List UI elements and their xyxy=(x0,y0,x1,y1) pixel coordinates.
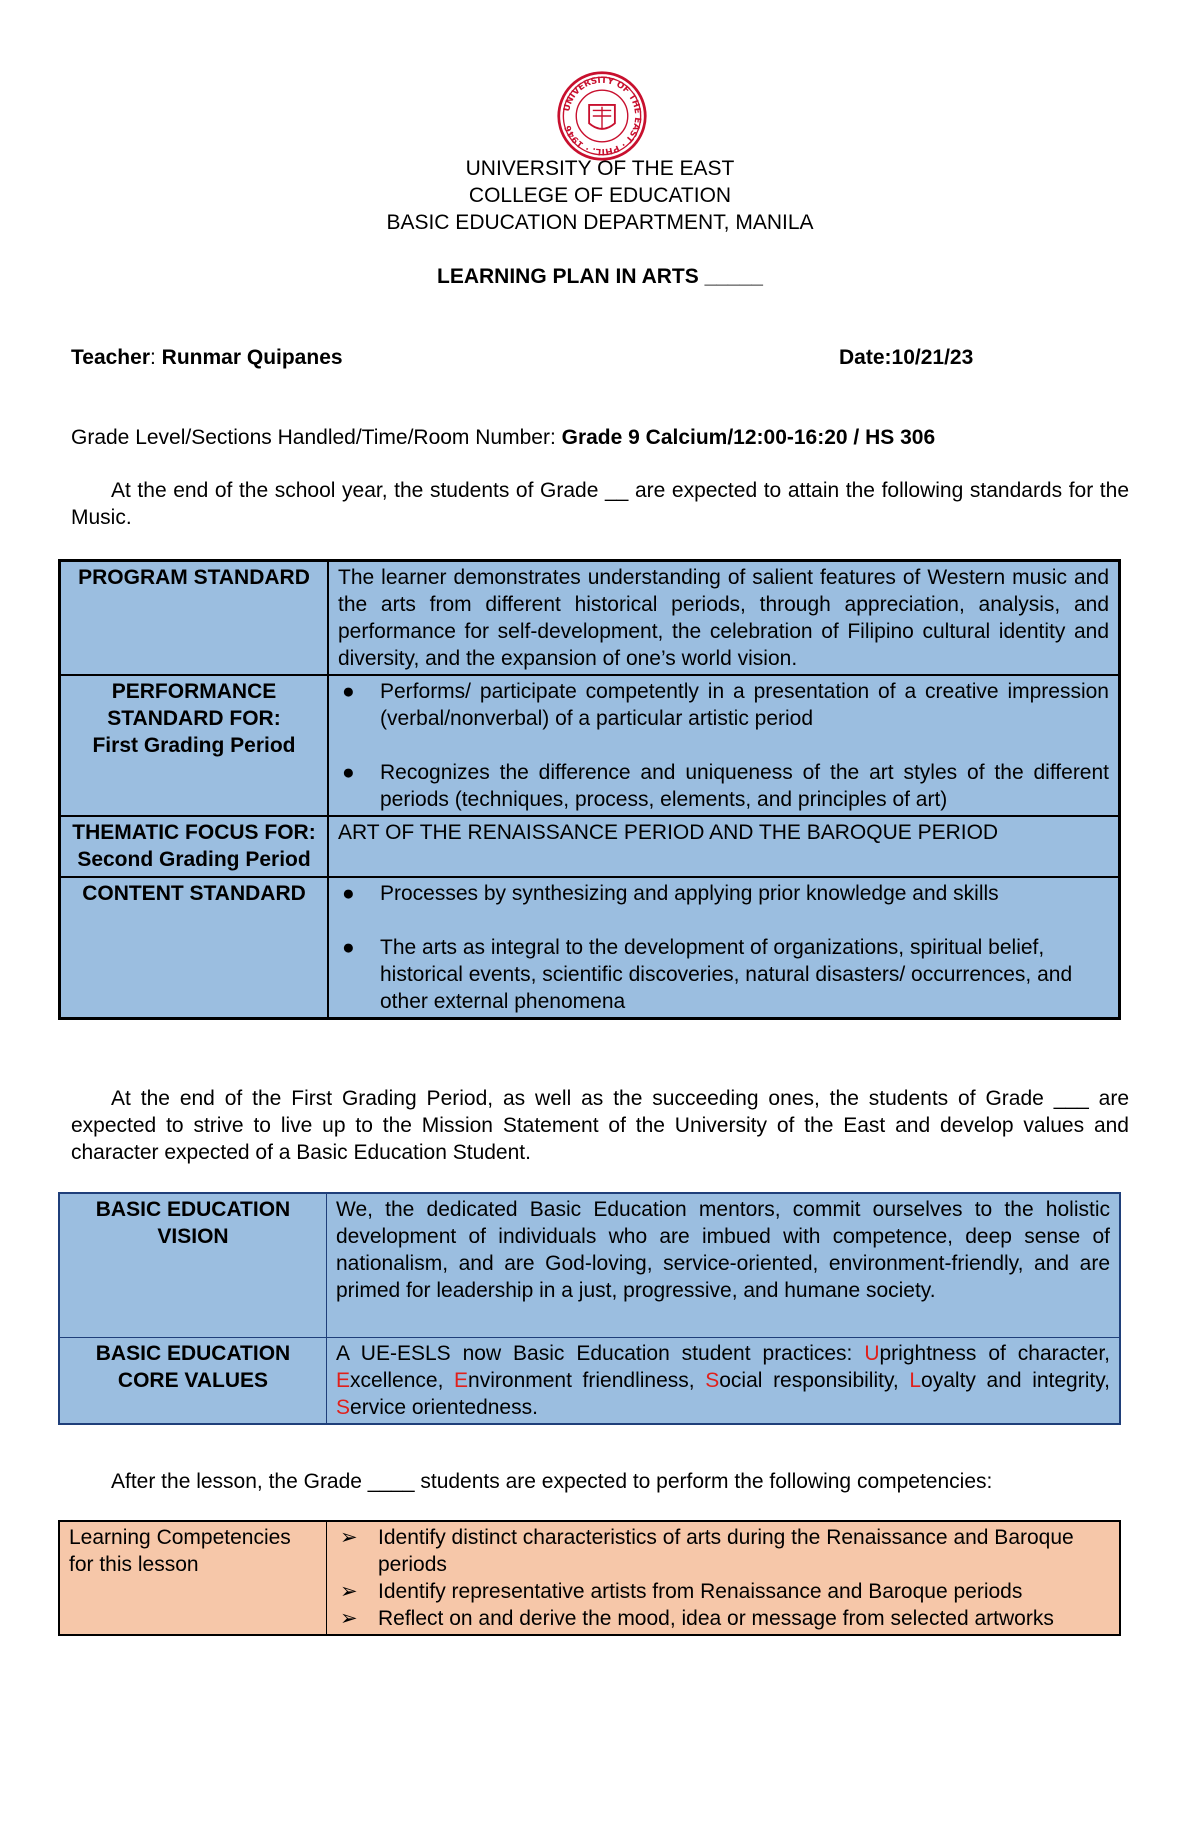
performance-item-text: Performs/ participate competently in a presentation of a creative impression (verbal/nonverbal) of a particular artistic period xyxy=(380,680,1109,730)
list-item xyxy=(336,1605,1110,1632)
list-item xyxy=(338,678,1109,732)
competency-text: Identify distinct characteristics of arts during the Renaissance and Baroque periods xyxy=(378,1526,1074,1576)
content-item-text: Processes by synthesizing and applying prior knowledge and skills xyxy=(380,882,999,905)
arrow-bullet-icon: ➢ xyxy=(340,1607,358,1630)
core-values-label: BASIC EDUCATION CORE VALUES xyxy=(59,1338,327,1425)
thematic-focus-label-cell xyxy=(60,816,329,877)
value-initial: U xyxy=(864,1342,880,1365)
header-college: COLLEGE OF EDUCATION xyxy=(468,184,732,207)
teacher-name: Runmar Quipanes xyxy=(155,346,343,369)
program-standard-row xyxy=(60,561,1120,676)
intro-mission-paragraph: At the end of the First Grading Period, as well as the succeeding ones, the students of Grade ___ are expected to strive to live up to the Mission Statement of the University of the East and develop values and character expected of a Basic Education Student. xyxy=(71,1087,1129,1164)
bullet-icon: ● xyxy=(342,936,355,959)
teacher-line xyxy=(71,346,343,370)
program-standard-label: PROGRAM STANDARD xyxy=(60,561,329,676)
intro-competencies-paragraph: After the lesson, the Grade ____ students are expected to perform the following competencies: xyxy=(111,1470,993,1493)
plan-title: LEARNING PLAN IN ARTS _____ xyxy=(437,265,763,288)
header-university: UNIVERSITY OF THE EAST xyxy=(465,157,735,180)
svg-text:UNIVERSITY OF THE EAST · PHIL.: UNIVERSITY OF THE EAST · PHIL. · 1946 xyxy=(562,75,643,157)
date-line xyxy=(839,346,973,370)
date-label: Date xyxy=(839,346,885,369)
teacher-colon: : xyxy=(150,346,156,369)
value-rest: ocial responsibility, xyxy=(719,1369,910,1392)
competencies-cell xyxy=(327,1521,1121,1635)
value-rest: nvironment friendliness, xyxy=(468,1369,706,1392)
standards-table xyxy=(58,559,1121,1020)
grade-value: Grade 9 Calcium/12:00-16:20 / HS 306 xyxy=(561,426,936,449)
vision-values-table xyxy=(58,1192,1121,1425)
program-standard-text: The learner demonstrates understanding of salient features of Western music and the arts from different historical periods, through appreciation, analysis, and performance for self-development, the celebration of Filipino cultural identity and diversity, and the expansion of one’s world vision. xyxy=(328,561,1120,676)
value-initial: E xyxy=(454,1369,469,1392)
bullet-icon: ● xyxy=(342,680,355,703)
thematic-focus-period: Second Grading Period xyxy=(77,848,311,871)
value-rest: ervice orientedness. xyxy=(350,1396,538,1419)
performance-standard-list xyxy=(338,678,1109,813)
value-rest: xcellence, xyxy=(350,1369,455,1392)
date-value: :10/21/23 xyxy=(884,346,974,369)
list-item xyxy=(338,880,1109,907)
header-department: BASIC EDUCATION DEPARTMENT, MANILA xyxy=(386,211,814,234)
content-standard-cell xyxy=(328,877,1120,1019)
thematic-focus-text: ART OF THE RENAISSANCE PERIOD AND THE BAROQUE PERIOD xyxy=(328,816,1120,877)
grade-line xyxy=(71,426,935,450)
vision-text: We, the dedicated Basic Education mentors, commit ourselves to the holistic development of individuals who are imbued with competence, deep sense of nationalism, and are God-loving, service-oriented, environment-friendly, and are primed for leadership in a just, progressive, and humane society. xyxy=(327,1193,1121,1338)
core-values-text xyxy=(327,1338,1121,1425)
value-initial: S xyxy=(336,1396,351,1419)
intro-standards-paragraph: At the end of the school year, the students of Grade __ are expected to attain the following standards for the Music. xyxy=(71,479,1129,529)
value-initial: E xyxy=(336,1369,351,1392)
content-item-text: The arts as integral to the development of organizations, spiritual belief, historical events, scientific discoveries, natural disasters/ occurrences, and other external phenomena xyxy=(380,936,1073,1013)
vision-row xyxy=(59,1193,1120,1338)
competency-text: Reflect on and derive the mood, idea or message from selected artworks xyxy=(378,1607,1054,1630)
content-standard-label: CONTENT STANDARD xyxy=(60,877,329,1019)
competencies-table xyxy=(58,1520,1121,1636)
performance-standard-cell xyxy=(328,675,1120,816)
value-rest: prightness of character, xyxy=(879,1342,1110,1365)
performance-standard-row xyxy=(60,675,1120,816)
thematic-focus-label: THEMATIC FOCUS FOR: xyxy=(72,821,316,844)
performance-standard-period: First Grading Period xyxy=(92,734,296,757)
bullet-icon: ● xyxy=(342,882,355,905)
bullet-icon: ● xyxy=(342,761,355,784)
content-standard-row xyxy=(60,877,1120,1019)
list-item xyxy=(336,1524,1110,1578)
core-values-row xyxy=(59,1338,1120,1425)
list-item xyxy=(336,1578,1110,1605)
thematic-focus-row xyxy=(60,816,1120,877)
list-item xyxy=(338,934,1109,1015)
performance-standard-label: PERFORMANCE STANDARD FOR: xyxy=(107,680,281,730)
competency-text: Identify representative artists from Renaissance and Baroque periods xyxy=(378,1580,1023,1603)
vision-label: BASIC EDUCATION VISION xyxy=(59,1193,327,1338)
university-seal-logo xyxy=(556,70,648,162)
competencies-list xyxy=(336,1524,1110,1632)
value-rest: oyalty and integrity, xyxy=(921,1369,1110,1392)
arrow-bullet-icon: ➢ xyxy=(340,1526,358,1549)
competencies-row xyxy=(59,1521,1120,1635)
teacher-label: Teacher xyxy=(71,346,150,369)
arrow-bullet-icon: ➢ xyxy=(340,1580,358,1603)
value-initial: L xyxy=(909,1369,922,1392)
competencies-label: Learning Competencies for this lesson xyxy=(59,1521,327,1635)
value-initial: S xyxy=(705,1369,720,1392)
grade-label: Grade Level/Sections Handled/Time/Room Number: xyxy=(71,426,562,449)
list-item xyxy=(338,759,1109,813)
performance-item-text: Recognizes the difference and uniqueness of the art styles of the different periods (techniques, process, elements, and principles of art) xyxy=(380,761,1109,811)
performance-standard-label-cell xyxy=(60,675,329,816)
content-standard-list xyxy=(338,880,1109,1015)
core-values-intro: A UE-ESLS now Basic Education student practices: xyxy=(336,1342,865,1365)
institution-header xyxy=(0,155,1200,236)
